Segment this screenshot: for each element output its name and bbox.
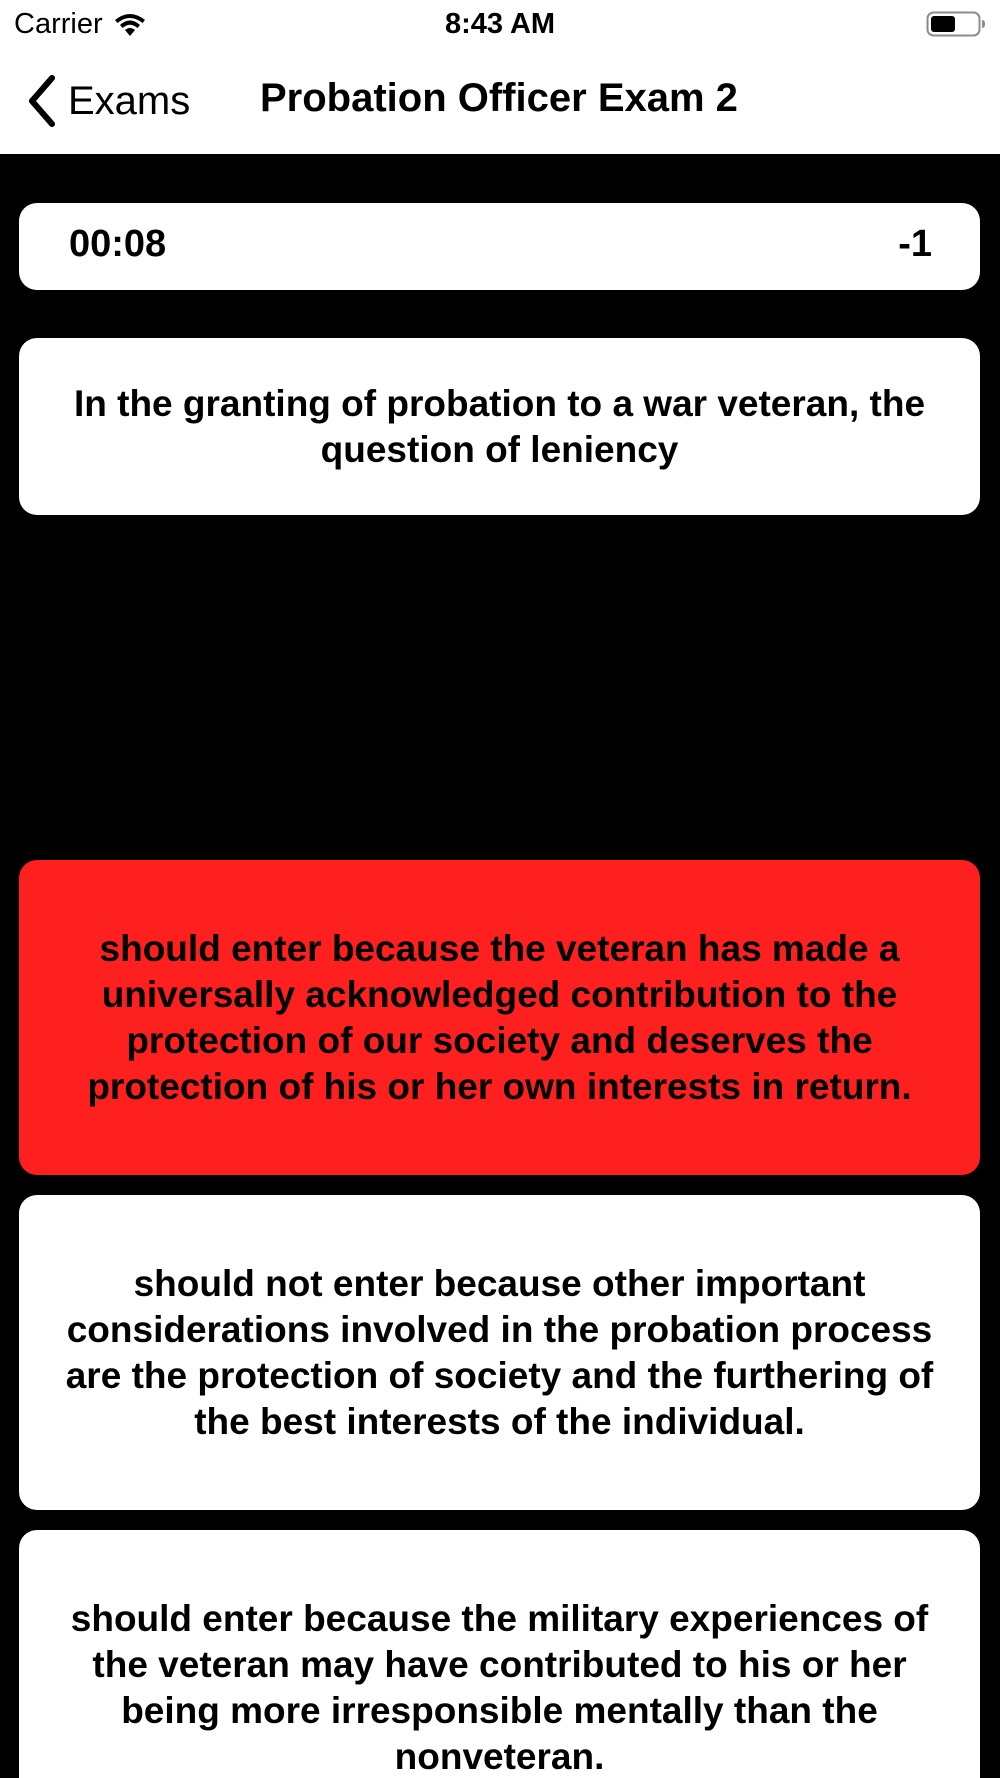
top-bar: [0, 0, 1000, 154]
answer-option-2[interactable]: [19, 1195, 980, 1510]
battery-icon: [926, 10, 986, 38]
back-button[interactable]: [26, 72, 190, 130]
answer-text: should enter because the military experiences of the veteran may have contributed to his or her being more irresponsible mentally than the nonveteran.: [70, 1597, 929, 1777]
page-title: Probation Officer Exam 2: [260, 76, 738, 120]
score-value: -1: [898, 223, 932, 265]
chevron-left-icon: [26, 74, 58, 128]
timer-bar: [19, 203, 980, 290]
answer-text: should enter because the veteran has made a universally acknowledged contribution to the protection of our society and deserves the protection of his or her own interests in return.: [87, 927, 912, 1107]
answer-text: should not enter because other important considerations involved in the probation process are the protection of society and the furthering of the best interests of the individual.: [65, 1262, 934, 1442]
question-text: In the granting of probation to a war veteran, the question of leniency: [73, 382, 926, 470]
answer-option-3[interactable]: [19, 1530, 980, 1778]
back-label: Exams: [68, 78, 191, 123]
status-bar: [0, 0, 1000, 50]
status-time: 8:43 AM: [444, 8, 556, 40]
answer-option-1[interactable]: [19, 860, 980, 1175]
question-card: [19, 338, 980, 515]
carrier-label: Carrier: [14, 8, 103, 40]
timer-value: 00:08: [69, 223, 167, 265]
navigation-bar: [0, 50, 1000, 154]
